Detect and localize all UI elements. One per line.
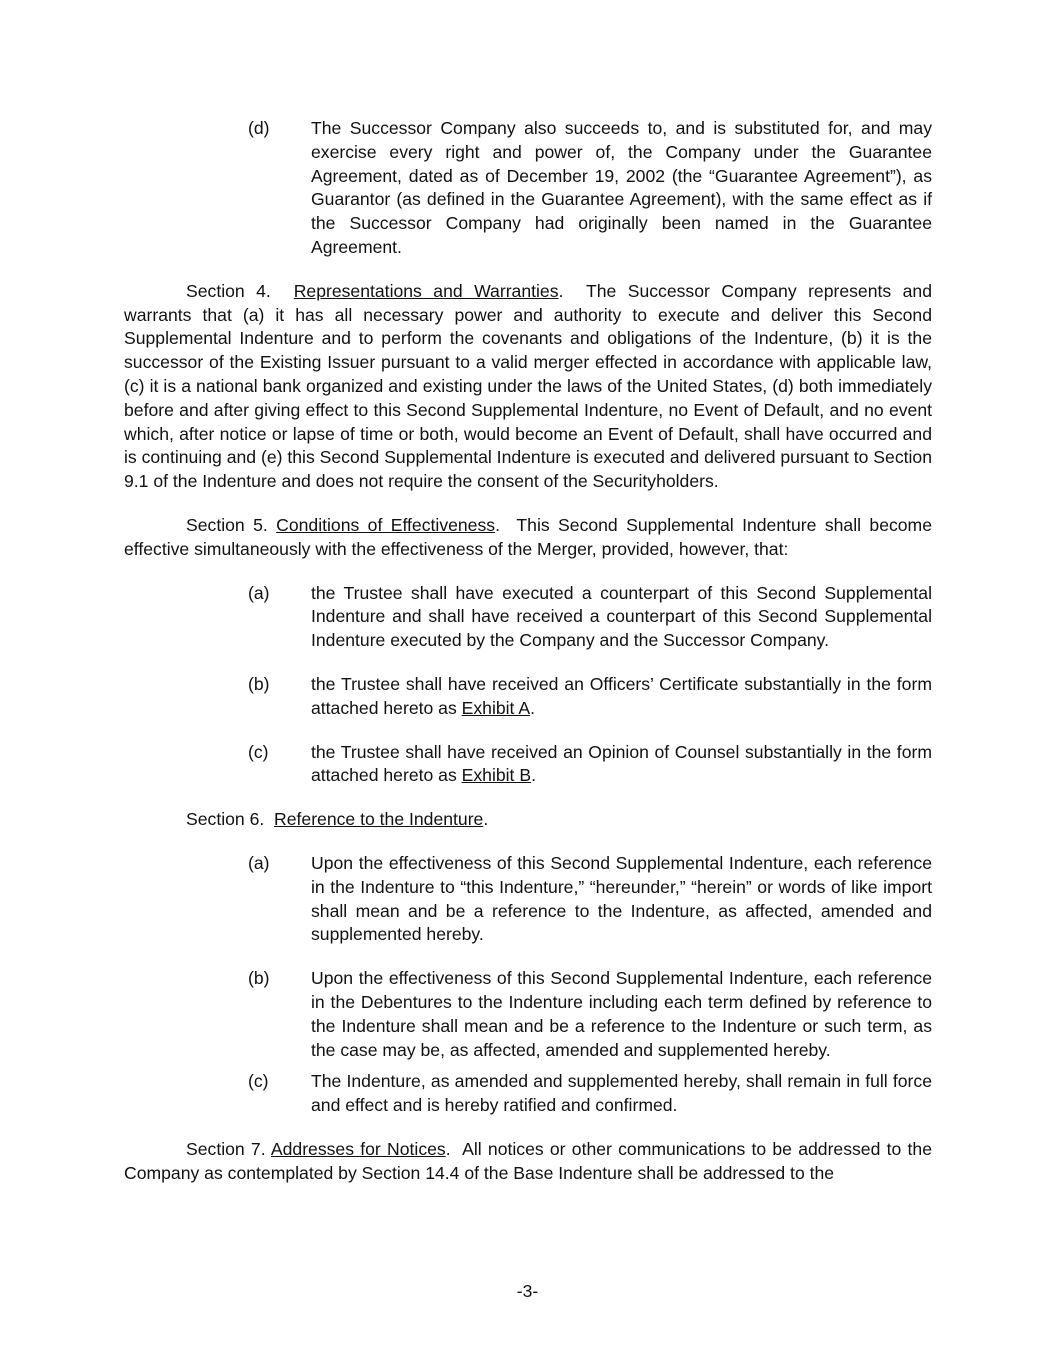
clause-text: The Indenture, as amended and supplemented hereby, shall remain in full force and effect and is hereby ratified and confirmed. <box>311 1071 932 1116</box>
clause-text: the Trustee shall have received an Officers’ Certificate substantially in the form attached hereto as <box>311 673 932 718</box>
section-6-item-a <box>124 852 932 947</box>
exhibit-b-reference: Exhibit B <box>461 765 532 786</box>
clause-label: (c) <box>248 741 269 762</box>
section-number: Section 5. <box>186 514 268 535</box>
section-6-item-c <box>124 1070 932 1118</box>
clause-text: the Trustee shall have executed a counterpart of this Second Supplemental Indenture and shall have received a counterpart of this Second Supplemental Indenture executed by the Company and the Successor Company. <box>311 582 932 651</box>
section-number: Section 7. <box>186 1138 266 1159</box>
section-5-item-b: (b) the Trustee shall have received an Officers’ Certificate substantially in the form attached hereto as Exhibit A. <box>248 673 932 718</box>
section-heading: Conditions of Effectiveness <box>276 514 496 535</box>
clause-d <box>124 117 932 260</box>
page-number: -3- <box>516 1281 539 1301</box>
section-number: Section 4. <box>186 280 271 301</box>
section-5-item-c: (c) the Trustee shall have received an Opinion of Counsel substantially in the form attached hereto as Exhibit B. <box>248 741 932 786</box>
clause-label: (b) <box>248 968 270 989</box>
section-number: Section 6. <box>186 809 265 830</box>
section-heading: Representations and Warranties <box>293 280 559 301</box>
clause-label: (c) <box>248 1071 269 1092</box>
clause-label: (a) <box>248 852 270 873</box>
section-body: All notices or other communications to be addressed to the Company as contemplated by Section 14.4 of the Base Indenture shall be addressed to the <box>124 1138 932 1183</box>
section-heading: Addresses for Notices <box>270 1138 446 1159</box>
clause-text: The Successor Company also succeeds to, and is substituted for, and may exercise every right and power of, the Company under the Guarantee Agreement, dated as of December 19, 2002 (the “Guarantee Agreement”), as Guarantor (as defined in the Guarantee Agreement), with the same effect as if the Successor Company had originally been named in the Guarantee Agreement. <box>311 118 932 257</box>
section-4: Section 4. Representations and Warranties. The Successor Company represents and warrants that (a) it has all necessary power and authority to execute and deliver this Second Supplemental Indenture and to perform the covenants and obligations of the Indenture, (b) it is the successor of the Existing Issuer pursuant to a valid merger effected in accordance with applicable law, (c) it is a national bank organized and existing under the laws of the United States, (d) both immediately before and after giving effect to this Second Supplemental Indenture, no Event of Default, and no event which, after notice or lapse of time or both, would become an Event of Default, shall have occurred and is continuing and (e) this Second Supplemental Indenture is executed and delivered pursuant to Section 9.1 of the Indenture and does not require the consent of the Securityholders. <box>124 280 932 492</box>
section-body: The Successor Company represents and warrants that (a) it has all necessary power and authority to execute and deliver this Second Supplemental Indenture and to perform the covenants and obligations of the Indenture, (b) it is the successor of the Existing Issuer pursuant to a valid merger effected in accordance with applicable law, (c) it is a national bank organized and existing under the laws of the United States, (d) both immediately before and after giving effect to this Second Supplemental Indenture, no Event of Default, and no event which, after notice or lapse of time or both, would become an Event of Default, shall have occurred and is continuing and (e) this Second Supplemental Indenture is executed and delivered pursuant to Section 9.1 of the Indenture and does not require the consent of the Securityholders. <box>124 280 932 492</box>
section-5-item-a <box>124 582 932 653</box>
exhibit-a-reference: Exhibit A <box>461 697 531 718</box>
clause-text: Upon the effectiveness of this Second Supplemental Indenture, each reference in the Debentures to the Indenture including each term defined by reference to the Indenture shall mean and be a reference to the Indenture or such term, as the case may be, as affected, amended and supplemented hereby. <box>311 968 932 1060</box>
section-7: Section 7. Addresses for Notices. All notices or other communications to be addressed to the Company as contemplated by Section 14.4 of the Base Indenture shall be addressed to the <box>124 1138 932 1183</box>
section-6-item-b <box>124 967 932 1062</box>
clause-label: (a) <box>248 582 270 603</box>
section-6: Section 6. Reference to the Indenture. <box>186 809 489 830</box>
clause-text: Upon the effectiveness of this Second Supplemental Indenture, each reference in the Indenture to “this Indenture,” “hereunder,” “herein” or words of like import shall mean and be a reference to the Indenture, as affected, amended and supplemented hereby. <box>311 852 932 945</box>
section-body: This Second Supplemental Indenture shall become effective simultaneously with the effectiveness of the Merger, provided, however, that: <box>124 514 932 559</box>
document-page <box>124 117 932 1205</box>
section-heading: Reference to the Indenture <box>274 809 484 830</box>
section-5: Section 5. Conditions of Effectiveness. This Second Supplemental Indenture shall become effective simultaneously with the effectiveness of the Merger, provided, however, that: <box>124 514 932 559</box>
clause-text: the Trustee shall have received an Opinion of Counsel substantially in the form attached hereto as <box>311 741 932 786</box>
clause-label: (b) <box>248 673 270 694</box>
clause-label: (d) <box>248 118 270 138</box>
